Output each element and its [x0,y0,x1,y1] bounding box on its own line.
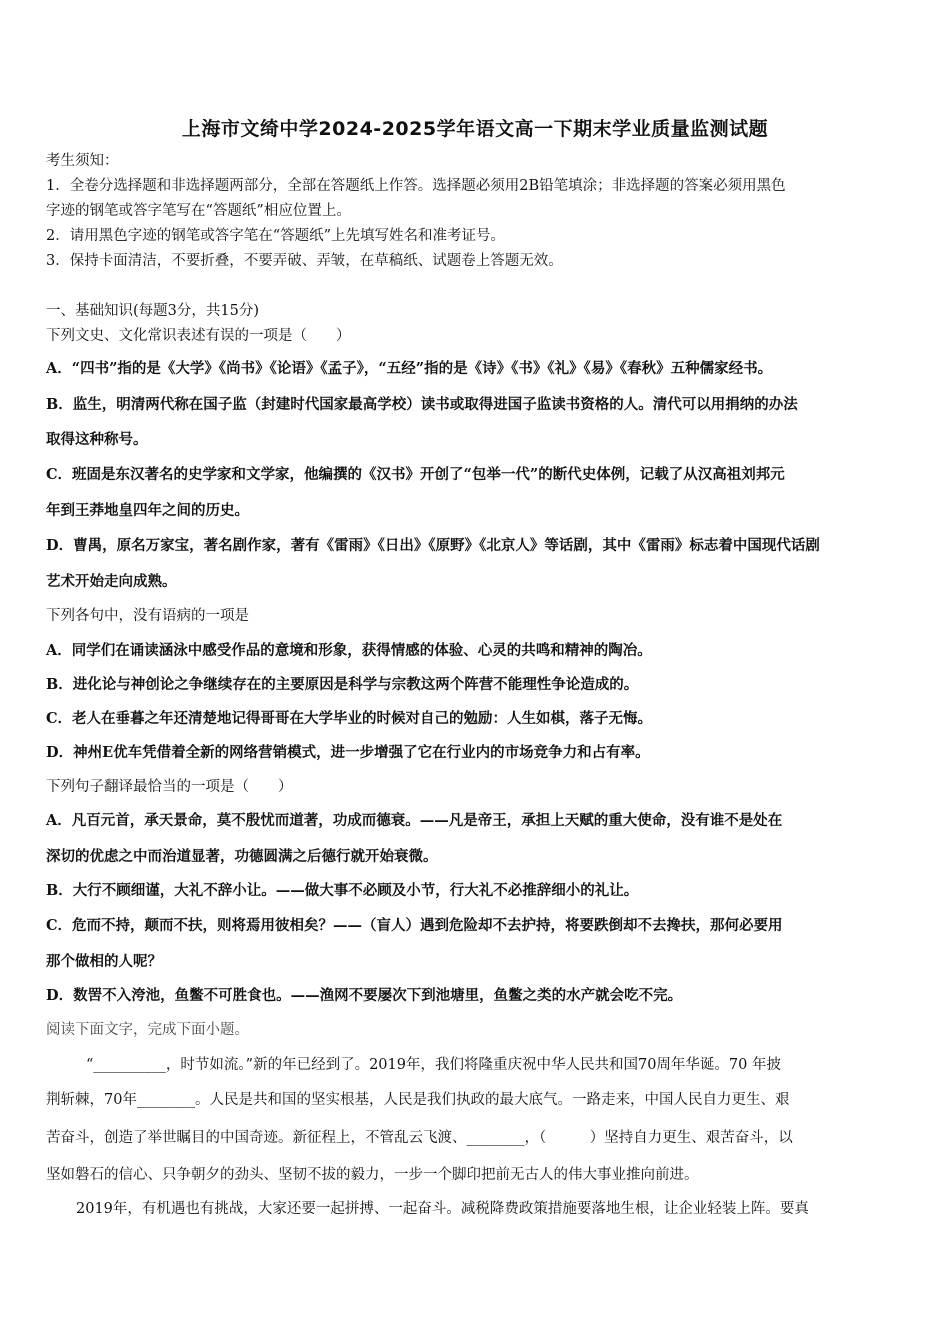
reading-line: “__________，时节如流。”新的年已经到了。2019年，我们将隆重庆祝中华人民共和国70周年华诞。70 年披 [86,1057,781,1073]
option-line: A．“四书”指的是《大学》《尚书》《论语》《孟子》，“五经”指的是《诗》《书》《礼》《易》《春秋》五种儒家经书。 [46,360,773,377]
option-line: 年到王莽地皇四年之间的历史。 [46,502,249,519]
question-stem: 下列各句中，没有语病的一项是 [46,608,249,624]
option-line: 深切的优虑之中而治道显著，功德圆满之后德行就开始衰微。 [46,848,438,865]
reading-instruction: 阅读下面文字，完成下面小题。 [46,1022,249,1038]
option-line: A．同学们在诵读涵泳中感受作品的意境和形象，获得情感的体验、心灵的共鸣和精神的陶冶。 [46,642,652,659]
option-line: D．神州E优车凭借着全新的网络营销模式，进一步增强了它在行业内的市场竞争力和占有率。 [46,744,650,761]
question-stem: 下列文史、文化常识表述有误的一项是（ ） [46,328,351,344]
option-line: 那个做相的人呢？ [46,953,162,970]
question-stem: 下列句子翻译最恰当的一项是（ ） [46,779,293,795]
page-title: 上海市文绮中学2024-2025学年语文高一下期末学业质量监测试题 [181,118,769,140]
reading-line: 2019年，有机遇也有挑战，大家还要一起拼搏、一起奋斗。减税降费政策措施要落地生根，让企业轻装上阵。要真 [76,1201,809,1217]
notice-item: 1．全卷分选择题和非选择题两部分，全部在答题纸上作答。选择题必须用2B铅笔填涂；非选择题的答案必须用黑色 [46,178,786,194]
notice-item: 字迹的钢笔或答字笔写在“答题纸”相应位置上。 [46,203,351,219]
option-line: C．班固是东汉著名的史学家和文学家，他编撰的《汉书》开创了“包举一代”的断代史体例，记载了从汉高祖刘邦元 [46,466,785,483]
reading-line: 荆斩棘，70年________。人民是共和国的坚实根基，人民是我们执政的最大底气。一路走来，中国人民自力更生、艰 [46,1092,790,1108]
reading-line: 苦奋斗，创造了举世瞩目的中国奇迹。新征程上，不管乱云飞渡、________，（ ）坚持自力更生、艰苦奋斗，以 [46,1130,793,1146]
option-line: A．凡百元首，承天景命，莫不殷忧而道著，功成而德衰。——凡是帝王，承担上天赋的重大使命，没有谁不是处在 [46,812,783,829]
notice-item: 2．请用黑色字迹的钢笔或答字笔在“答题纸”上先填写姓名和准考证号。 [46,228,506,244]
option-line: B．大行不顾细谨，大礼不辞小让。——做大事不必顾及小节，行大礼不必推辞细小的礼让。 [46,882,639,899]
option-line: B．监生，明清两代称在国子监（封建时代国家最高学校）读书或取得进国子监读书资格的人。清代可以用捐纳的办法 [46,396,798,413]
option-line: D．曹禺，原名万家宝，著名剧作家，著有《雷雨》《日出》《原野》《北京人》等话剧，其中《雷雨》标志着中国现代话剧 [46,537,820,554]
option-line: C．老人在垂暮之年还清楚地记得哥哥在大学毕业的时候对自己的勉励：人生如棋，落子无悔。 [46,710,653,727]
section-heading: 一、基础知识(每题3分，共15分) [46,303,259,319]
option-line: D．数罟不入洿池，鱼鳖不可胜食也。——渔网不要屡次下到池塘里，鱼鳖之类的水产就会吃不完。 [46,987,683,1004]
option-line: 取得这种称号。 [46,431,148,448]
reading-line: 坚如磐石的信心、只争朝夕的劲头、坚韧不拔的毅力，一步一个脚印把前无古人的伟大事业推向前进。 [46,1167,699,1183]
option-line: C．危而不持，颠而不扶，则将焉用彼相矣？——（盲人）遇到危险却不去护持，将要跌倒却不去搀扶，那何必要用 [46,917,783,934]
option-line: 艺术开始走向成熟。 [46,573,177,590]
notice-heading: 考生须知： [46,153,119,169]
notice-item: 3．保持卡面清洁，不要折叠，不要弄破、弄皱，在草稿纸、试题卷上答题无效。 [46,253,563,269]
option-line: B．进化论与神创论之争继续存在的主要原因是科学与宗教这两个阵营不能理性争论造成的。 [46,676,639,693]
